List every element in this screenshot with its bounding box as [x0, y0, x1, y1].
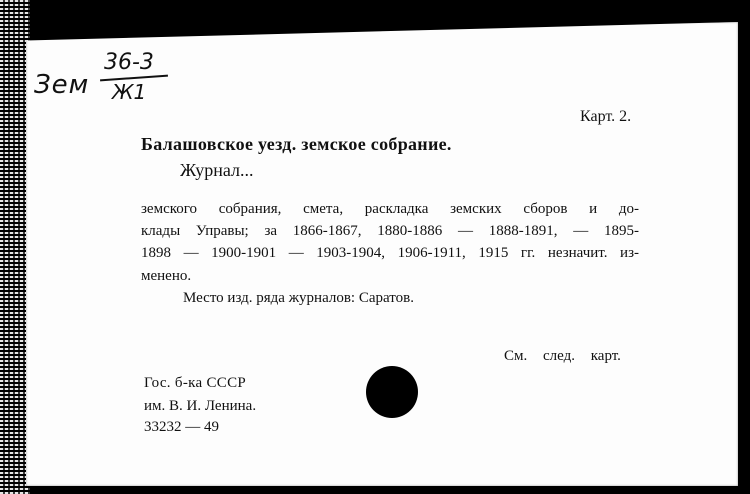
handwritten-prefix: Зем	[34, 70, 90, 100]
handwritten-denominator: Ж1	[112, 80, 147, 104]
body-line: 1898 — 1900-1901 — 1903-1904, 1906-1911, 1915 гг. незначит. из-	[141, 245, 639, 261]
scan-edge-right	[744, 20, 750, 494]
handwritten-numerator: 36-3	[104, 50, 154, 75]
body-line: земского собрания, смета, раскладка земских сборов и до-	[141, 201, 639, 217]
continuation-note: См. след. карт.	[504, 348, 621, 364]
card-title: Балашовское уезд. земское собрание.	[141, 134, 452, 154]
body-line: менено.	[141, 268, 192, 284]
library-name: Гос. б-ка СССР	[144, 375, 247, 391]
library-dedication: им. В. И. Ленина.	[144, 398, 257, 414]
scan-edge-left-mask	[0, 0, 30, 494]
library-code: 33232 — 49	[144, 419, 219, 435]
card-number: Карт. 2.	[580, 108, 632, 125]
punch-hole	[366, 366, 418, 418]
body-line: клады Управы; за 1866-1867, 1880-1886 — 1888-1891, — 1895-	[141, 223, 639, 239]
publication-place: Место изд. ряда журналов: Саратов.	[183, 290, 414, 306]
card-subtitle: Журнал...	[180, 160, 254, 180]
